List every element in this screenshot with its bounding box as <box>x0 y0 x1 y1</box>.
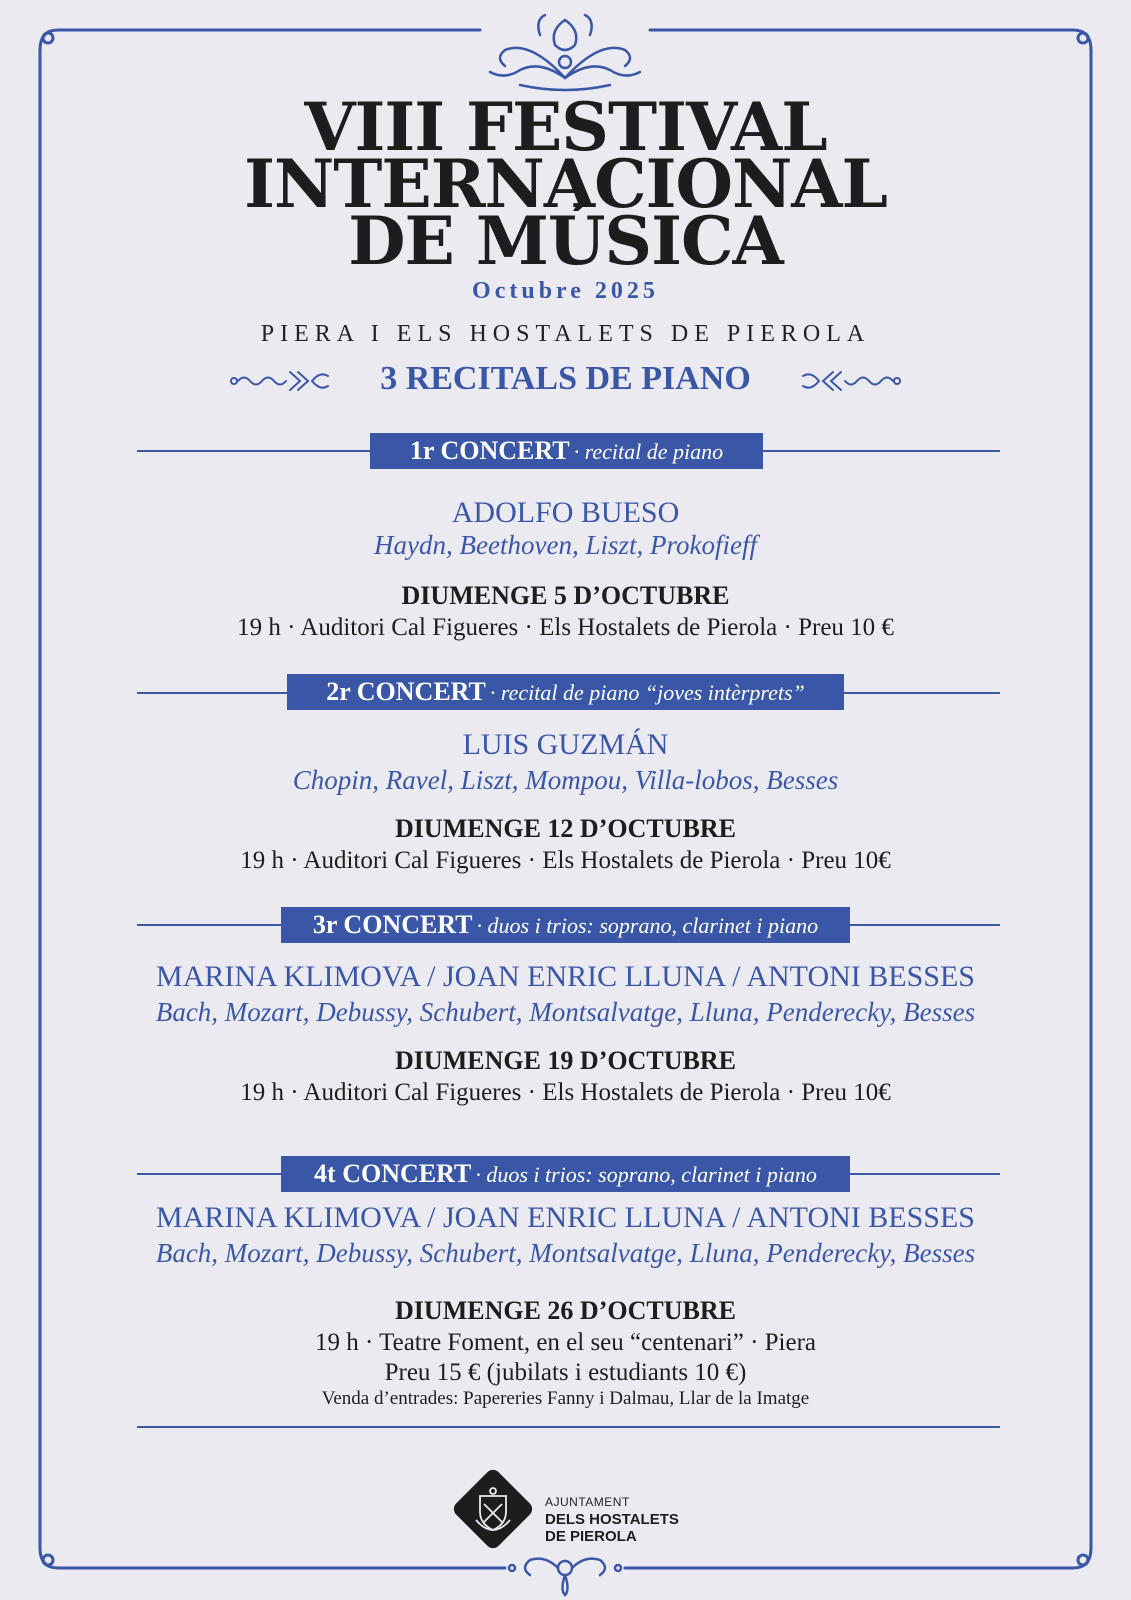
concert-2-day: DIUMENGE 12 D’OCTUBRE <box>395 814 736 843</box>
concert-4-details: 19 h · Teatre Foment, en el seu “centenari” · Piera <box>314 1329 817 1356</box>
concert-4-repertoire: Bach, Mozart, Debussy, Schubert, Montsalvatge, Lluna, Penderecky, Besses <box>155 1238 976 1268</box>
town-council-logo-icon <box>448 1464 538 1554</box>
concert-1-number: 1r CONCERT <box>409 436 570 465</box>
concert-2-subtitle: · recital de piano “joves intèrprets” <box>489 680 805 705</box>
concert-3-details: 19 h · Auditori Cal Figueres · Els Hostalets de Pierola · Preu 10€ <box>240 1079 891 1106</box>
concert-1-performer: ADOLFO BUESO <box>451 496 680 529</box>
festival-title-line-3: DE MÚSICA <box>348 202 783 280</box>
closing-rule <box>137 1426 1000 1428</box>
festival-location: PIERA I ELS HOSTALETS DE PIEROLA <box>260 321 871 347</box>
right-flourish-icon <box>793 366 903 396</box>
festival-title-line-2: INTERNACIONAL <box>244 145 887 223</box>
concert-2-number: 2r CONCERT <box>326 677 486 706</box>
concert-3-number: 3r CONCERT <box>312 910 473 939</box>
concert-4-band <box>281 1156 850 1192</box>
concert-2-performer: LUIS GUZMÁN <box>462 728 669 761</box>
concert-1-repertoire: Haydn, Beethoven, Liszt, Prokofieff <box>374 530 757 560</box>
concert-4-performer: MARINA KLIMOVA / JOAN ENRIC LLUNA / ANTONI BESSES <box>156 1201 975 1234</box>
concert-4-number: 4t CONCERT <box>314 1159 472 1188</box>
bottom-ornament-icon <box>509 1559 621 1595</box>
concert-3-day: DIUMENGE 19 D’OCTUBRE <box>395 1046 736 1075</box>
concert-4-subtitle: · duos i trios: soprano, clarinet i piano <box>475 1162 817 1187</box>
concert-2-band <box>287 674 844 710</box>
town-council-logo-text <box>545 1494 679 1545</box>
concert-3-performer: MARINA KLIMOVA / JOAN ENRIC LLUNA / ANTONI BESSES <box>156 960 975 993</box>
concert-4-price: Preu 15 € (jubilats i estudiants 10 €) <box>384 1359 747 1386</box>
concert-4-day: DIUMENGE 26 D’OCTUBRE <box>395 1296 736 1325</box>
series-title: 3 RECITALS DE PIANO <box>380 360 751 397</box>
concert-1-subtitle: · recital de piano <box>573 439 724 464</box>
concert-3-band <box>281 907 850 943</box>
concert-2-details: 19 h · Auditori Cal Figueres · Els Hostalets de Pierola · Preu 10€ <box>240 847 891 874</box>
logo-line-3: DE PIEROLA <box>545 1528 637 1545</box>
concert-1-day: DIUMENGE 5 D’OCTUBRE <box>401 581 730 610</box>
festival-date: Octubre 2025 <box>472 278 659 304</box>
ticket-sales-info: Venda d’entrades: Papereries Fanny i Dalmau, Llar de la Imatge <box>321 1388 810 1409</box>
logo-line-1: AJUNTAMENT <box>545 1495 630 1509</box>
concert-2-repertoire: Chopin, Ravel, Liszt, Mompou, Villa-lobos, Besses <box>292 765 839 795</box>
concert-1-band <box>370 433 763 469</box>
top-ornament-icon <box>490 15 640 90</box>
concert-1-details: 19 h · Auditori Cal Figueres · Els Hostalets de Pierola · Preu 10 € <box>237 614 894 641</box>
concert-3-repertoire: Bach, Mozart, Debussy, Schubert, Montsalvatge, Lluna, Penderecky, Besses <box>155 997 976 1027</box>
logo-line-2: DELS HOSTALETS <box>545 1511 679 1528</box>
festival-title-line-1: VIII FESTIVAL <box>304 88 827 166</box>
concert-3-subtitle: · duos i trios: soprano, clarinet i piano <box>476 913 819 938</box>
